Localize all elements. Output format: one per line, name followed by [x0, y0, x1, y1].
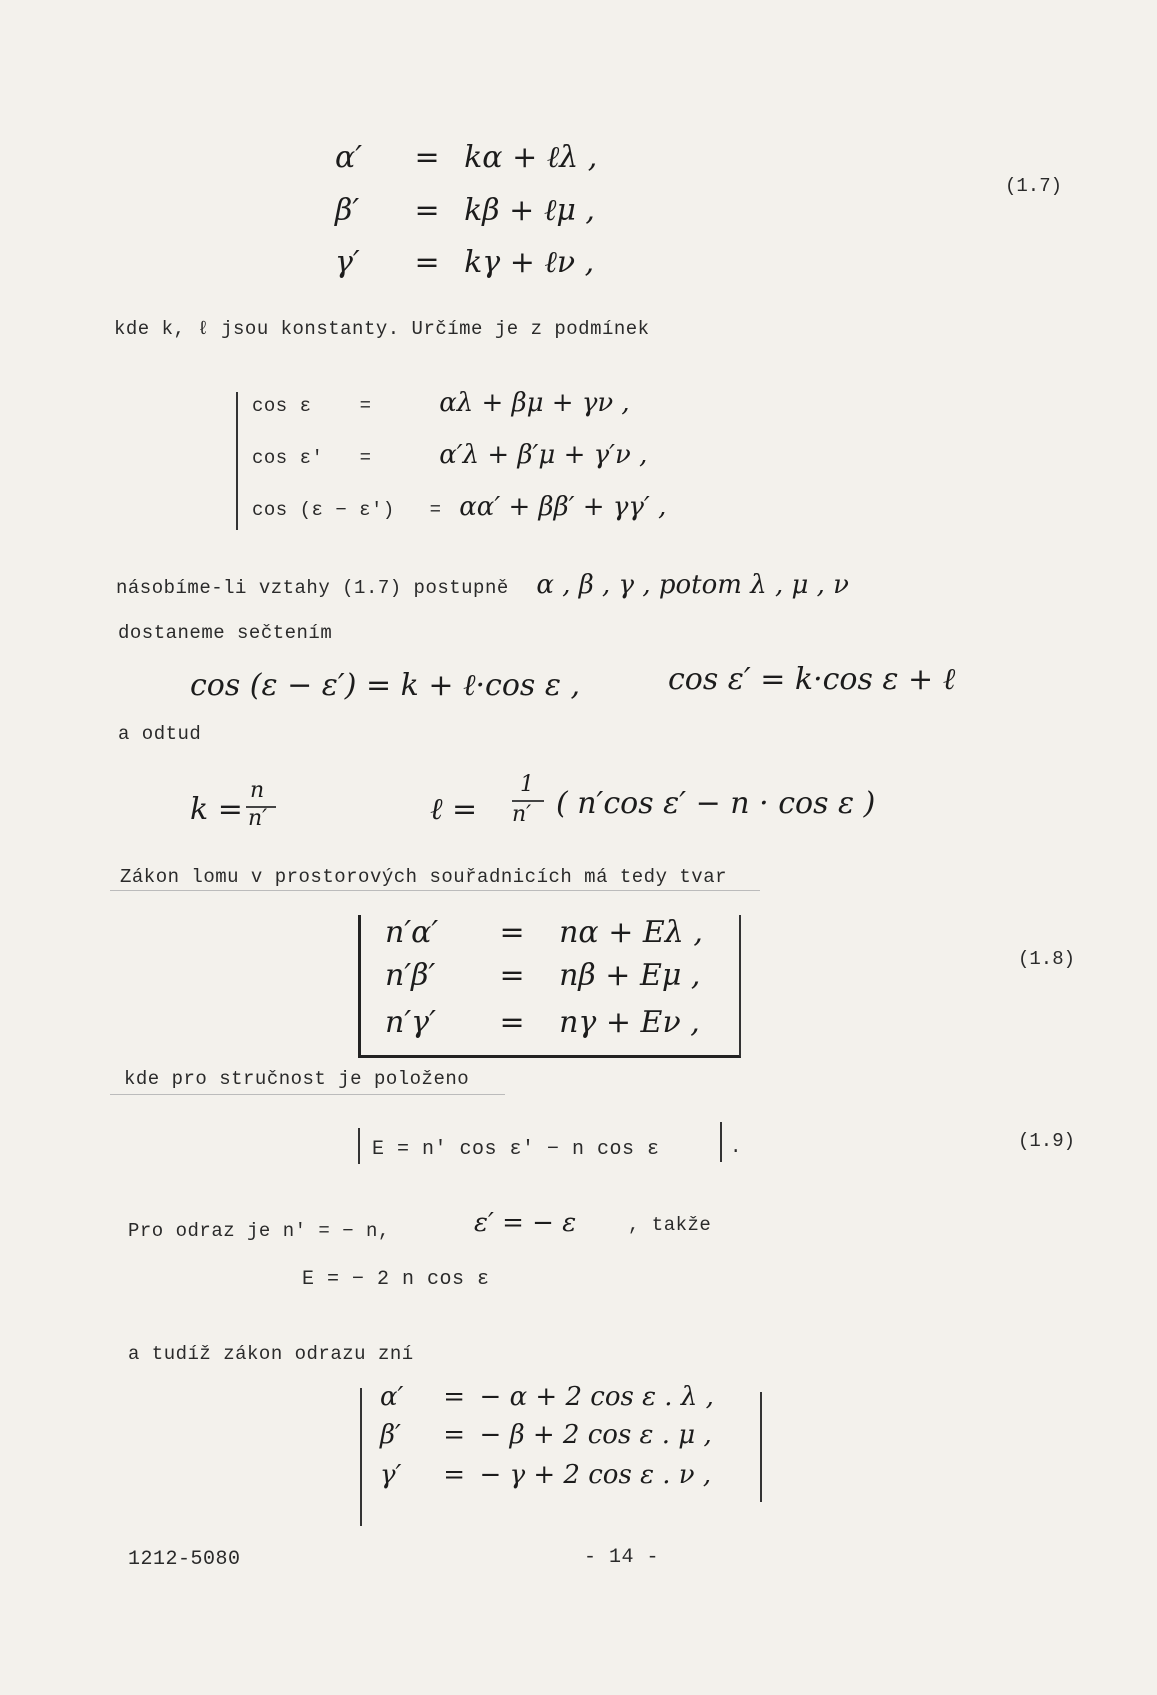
k-formula-lhs: k = [190, 792, 243, 827]
k-formula-den: n′ [248, 806, 268, 831]
eq-1-8-number: (1.8) [1018, 948, 1076, 970]
condition-3: cos (ε − ε′) = αα′ + ββ′ + γγ′ , [252, 492, 667, 522]
footer-code: 1212-5080 [128, 1548, 241, 1571]
text-constants: kde k, ℓ jsou konstanty. Určíme je z podmínek [114, 318, 650, 340]
eq-1-7-line-2: β′ = kβ + ℓμ , [335, 193, 595, 228]
eq-1-9-right-bar [720, 1122, 722, 1162]
eq-1-8-line-2: n′β′ = nβ + Eμ , [385, 958, 701, 993]
reflection-right-bar [760, 1392, 762, 1502]
result-left: cos (ε − ε′) = k + ℓ·cos ε , [190, 668, 581, 703]
conditions-brace [236, 392, 238, 530]
l-formula-rhs: ( n′cos ε′ − n · cos ε ) [556, 786, 876, 821]
faint-underline [110, 890, 760, 891]
text-hence: a odtud [118, 723, 202, 745]
condition-2: cos ε′ = α′λ + β′μ + γ′ν , [252, 440, 648, 470]
page-number: - 14 - [584, 1546, 660, 1569]
l-formula-num: 1 [520, 772, 534, 797]
reflection-eq-3: γ′ = − γ + 2 cos ε . ν , [380, 1460, 712, 1490]
eq-1-7-number: (1.7) [1005, 175, 1063, 197]
eq-1-8-line-1: n′α′ = nα + Eλ , [385, 915, 703, 950]
reflection-E: E = − 2 n cos ε [302, 1268, 490, 1291]
eq-1-9-left-bar [358, 1128, 360, 1164]
text-brevity: kde pro stručnost je položeno [124, 1068, 470, 1090]
eq-1-9: E = n′ cos ε′ − n cos ε [372, 1138, 660, 1161]
eq-1-7-line-3: γ′ = kγ + ℓν , [335, 245, 595, 280]
eq-1-7-line-1: α′ = kα + ℓλ , [335, 140, 598, 175]
text-reflection-law: a tudíž zákon odrazu zní [128, 1343, 414, 1365]
condition-1: cos ε = αλ + βμ + γν , [252, 388, 630, 418]
faint-underline-2 [110, 1094, 505, 1095]
l-formula-lhs: ℓ = [430, 792, 478, 827]
text-multiply-line: násobíme-li vztahy (1.7) postupně α , β , γ , potom λ , μ , ν [116, 570, 849, 600]
text-law: Zákon lomu v prostorových souřadnicích má tedy tvar [120, 866, 727, 888]
k-formula-num: n [250, 778, 265, 803]
reflection-line: Pro odraz je n′ = − n, [128, 1220, 390, 1242]
reflection-tail: , takže [628, 1214, 712, 1236]
l-formula-den: n′ [512, 802, 532, 827]
reflection-eq-2: β′ = − β + 2 cos ε . μ , [380, 1420, 712, 1450]
text-sum: dostaneme sečtením [118, 622, 333, 644]
reflection-eq-1: α′ = − α + 2 cos ε . λ , [380, 1382, 714, 1412]
eq-1-9-number: (1.9) [1018, 1130, 1076, 1152]
eq-1-8-line-3: n′γ′ = nγ + Eν , [385, 1005, 700, 1040]
result-right: cos ε′ = k·cos ε + ℓ [668, 662, 956, 697]
eq-1-9-dot: . [730, 1136, 742, 1158]
reflection-left-bar [360, 1388, 362, 1526]
reflection-eps: ε′ = − ε [474, 1208, 577, 1238]
